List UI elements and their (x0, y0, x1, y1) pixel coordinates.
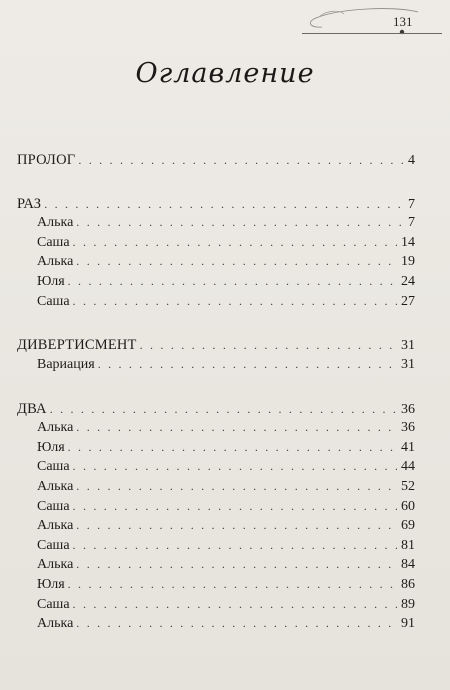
toc-chapter-entry (37, 597, 415, 617)
toc-entry-page-number: 60 (401, 499, 415, 514)
toc-entry-page-number: 24 (401, 274, 415, 289)
dot-leader (76, 557, 397, 572)
toc-entry-page-number: 69 (401, 518, 415, 533)
toc-section-entry (17, 337, 415, 357)
toc-entry-label: Саша (37, 235, 70, 250)
toc-entry-label: Саша (37, 499, 70, 514)
toc-chapter-entry (37, 459, 415, 479)
dot-leader (68, 274, 397, 289)
toc-chapter-entry (37, 538, 415, 558)
toc-entry-page-number: 4 (408, 153, 415, 168)
toc-entry-label: РАЗ (17, 196, 42, 212)
dot-leader (73, 294, 397, 309)
dot-leader (76, 420, 397, 435)
toc-entry-label: Алька (37, 479, 74, 494)
toc-entry-label: Алька (37, 215, 74, 230)
toc-chapter-entry (37, 235, 415, 255)
toc-chapter-entry (37, 254, 415, 274)
toc-entry-label: Алька (37, 254, 74, 269)
toc-entry-label: ПРОЛОГ (17, 152, 76, 168)
toc-entry-label: Саша (37, 597, 70, 612)
toc-entry-page-number: 52 (401, 479, 415, 494)
dot-leader (50, 402, 397, 417)
toc-entry-label: ДИВЕРТИСМЕНТ (17, 337, 137, 353)
toc-chapter-entry (37, 518, 415, 538)
toc-entry-page-number: 36 (401, 420, 415, 435)
dot-leader (140, 338, 397, 353)
toc-entry-label: Юля (37, 577, 65, 592)
dot-leader (76, 616, 397, 631)
toc-entry-label: Саша (37, 459, 70, 474)
toc-entry-label: Юля (37, 440, 65, 455)
toc-entry-page-number: 27 (401, 294, 415, 309)
toc-entry-page-number: 86 (401, 577, 415, 592)
page-number: 131 (393, 14, 413, 29)
dot-leader (73, 597, 397, 612)
toc-section-entry (17, 152, 415, 172)
toc-entry-page-number: 44 (401, 459, 415, 474)
toc-entry-page-number: 89 (401, 597, 415, 612)
toc-entry-label: Вариация (37, 357, 95, 372)
dot-leader (73, 235, 397, 250)
dot-leader (76, 215, 404, 230)
toc-entry-page-number: 41 (401, 440, 415, 455)
toc-chapter-entry (37, 499, 415, 519)
toc-entry-page-number: 91 (401, 616, 415, 631)
toc-chapter-entry (37, 357, 415, 377)
toc-entry-page-number: 36 (401, 402, 415, 417)
toc-chapter-entry (37, 215, 415, 235)
toc-entry-label: ДВА (17, 401, 47, 417)
toc-entry-page-number: 19 (401, 254, 415, 269)
dot-leader (73, 499, 397, 514)
toc-chapter-entry (37, 479, 415, 499)
toc-entry-page-number: 31 (401, 357, 415, 372)
toc-entry-label: Саша (37, 538, 70, 553)
toc-chapter-entry (37, 616, 415, 636)
toc-entry-label: Алька (37, 557, 74, 572)
toc-entry-label: Алька (37, 616, 74, 631)
toc-chapter-entry (37, 274, 415, 294)
toc-section-entry (17, 196, 415, 216)
dot-leader (44, 197, 404, 212)
toc-entry-page-number: 7 (408, 215, 415, 230)
toc-entry-page-number: 7 (408, 197, 415, 212)
dot-leader (98, 357, 397, 372)
page-title: Оглавление (135, 58, 315, 89)
dot-leader (76, 479, 397, 494)
toc-entry-page-number: 31 (401, 338, 415, 353)
toc-chapter-entry (37, 557, 415, 577)
dot-leader (68, 440, 397, 455)
dot-leader (73, 459, 397, 474)
toc-chapter-entry (37, 577, 415, 597)
toc-entry-page-number: 14 (401, 235, 415, 250)
toc-entry-page-number: 81 (401, 538, 415, 553)
dot-leader (76, 518, 397, 533)
toc-chapter-entry (37, 420, 415, 440)
dot-leader (73, 538, 397, 553)
dot-leader (76, 254, 397, 269)
toc-section-entry (17, 401, 415, 421)
toc-entry-label: Юля (37, 274, 65, 289)
toc-entry-page-number: 84 (401, 557, 415, 572)
header-rule (302, 33, 442, 34)
toc-chapter-entry (37, 294, 415, 314)
toc-entry-label: Алька (37, 420, 74, 435)
toc-chapter-entry (37, 440, 415, 460)
dot-leader (78, 153, 404, 168)
toc-entry-label: Алька (37, 518, 74, 533)
toc-entry-label: Саша (37, 294, 70, 309)
dot-leader (68, 577, 397, 592)
